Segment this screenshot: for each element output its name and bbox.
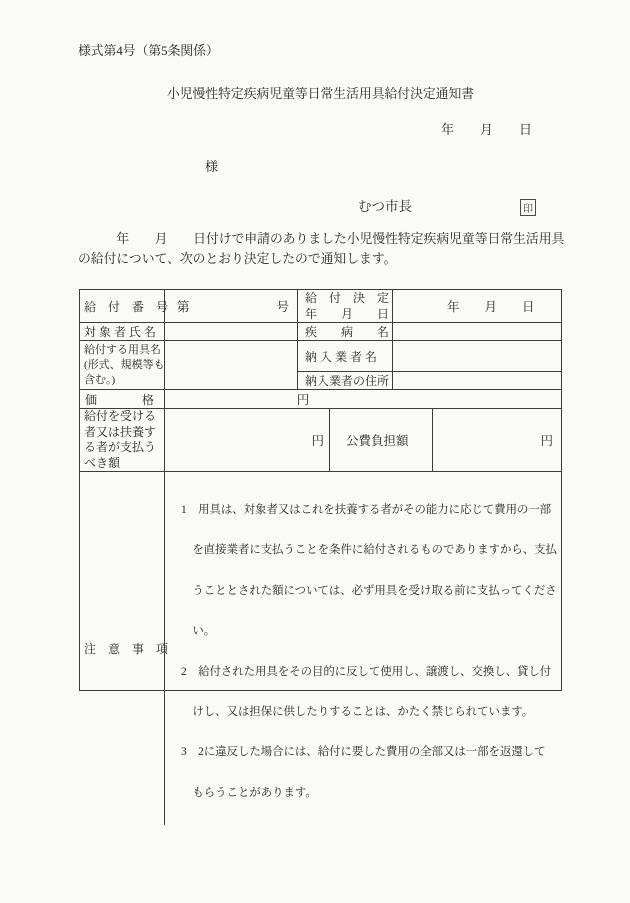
equipment-label-line1: 給付する用具名 (84, 343, 161, 356)
table-row-price (80, 390, 561, 409)
decision-date-label-line2: 年 月 日 (305, 307, 390, 321)
grant-number-suffix: 号 (276, 300, 289, 314)
issue-date-blanks: 年 月 日 (441, 122, 533, 137)
table-row-supplier-address (298, 372, 561, 390)
public-expense-field: 円 (433, 409, 561, 472)
public-expense-label: 公費負担額 (330, 409, 433, 472)
payment-label-line2: 者又は扶養す (84, 424, 157, 439)
addressee-suffix: 様 (205, 159, 219, 174)
table-row-equipment (80, 341, 561, 390)
table-row-recipient (80, 323, 561, 341)
notes-text (165, 472, 561, 825)
notes-label: 注 意 事 項 (80, 472, 165, 825)
price-label (80, 390, 165, 409)
grant-decision-table (79, 289, 562, 799)
issuer-name: むつ市長 (358, 199, 412, 214)
recipient-field (165, 323, 298, 341)
notes-line: けし、又は担保に供したりすることは、かたく禁じられています。 (181, 706, 534, 719)
disease-label: 疾 病 名 (298, 323, 393, 341)
table-row-supplier-name (298, 341, 561, 372)
notes-line: うこととされた額については、必ず用具を受け取る前に支払ってくださ (181, 584, 557, 597)
price-label-left: 価 (85, 392, 98, 407)
notes-line: 3 2に違反した場合には、給付に要した費用の全部又は一部を返還して (181, 746, 546, 759)
body-paragraph-line2: の給付について、次のとおり決定したので通知します。 (78, 252, 397, 266)
grant-number-field (165, 290, 298, 323)
notes-line: もらうことがあります。 (181, 786, 317, 799)
equipment-label (80, 341, 165, 390)
seal-character: 印 (523, 204, 533, 215)
payment-label-line1: 給付を受ける (84, 409, 157, 423)
price-label-right: 格 (141, 392, 154, 407)
table-row-grant-number (80, 290, 561, 323)
notes-line: を直接業者に支払うことを条件に給付されるものでありますから、支払 (181, 544, 557, 557)
supplier-name-field (393, 341, 561, 372)
grant-number-label: 給 付 番 号 (80, 290, 165, 323)
equipment-label-line3: 含む。) (84, 373, 116, 386)
form-number: 様式第4号（第5条関係） (78, 44, 219, 58)
payment-amount-field: 円 (165, 409, 330, 472)
notes-line: 2 給付された用具をその目的に反して使用し、譲渡し、交換し、貸し付 (181, 665, 552, 678)
decision-date-label (298, 290, 393, 323)
supplier-name-label: 納 入 業 者 名 (298, 341, 393, 372)
notes-line: 1 用具は、対象者又はこれを扶養する者がその能力に応じて費用の一部 (181, 504, 552, 516)
decision-date-label-line1: 給 付 決 定 (305, 291, 390, 305)
supplier-address-field (393, 372, 561, 390)
grant-number-prefix: 第 (177, 300, 190, 314)
seal-box (520, 199, 536, 216)
disease-field (393, 323, 561, 341)
table-row-notes (80, 472, 561, 825)
payment-label (80, 409, 165, 472)
price-field: 円 (165, 390, 561, 409)
equipment-label-line2: (形式、規模等も (84, 358, 165, 371)
recipient-label: 対 象 者 氏 名 (80, 323, 165, 341)
supplier-subtable (298, 341, 561, 390)
page-title: 小児慢性特定疾病児童等日常生活用具給付決定通知書 (166, 87, 475, 101)
payment-label-line4: べき額 (84, 455, 121, 470)
decision-date-field: 年 月 日 (393, 290, 561, 323)
equipment-field (165, 341, 298, 390)
supplier-address-label: 納入業者の住所 (298, 372, 393, 390)
body-paragraph-line1: 年 月 日付けで申請のありました小児慢性特定疾病児童等日常生活用具 (78, 232, 565, 246)
payment-label-line3: る者が支払う (84, 440, 157, 454)
notes-line: い。 (181, 625, 216, 638)
table-row-payment (80, 409, 561, 472)
